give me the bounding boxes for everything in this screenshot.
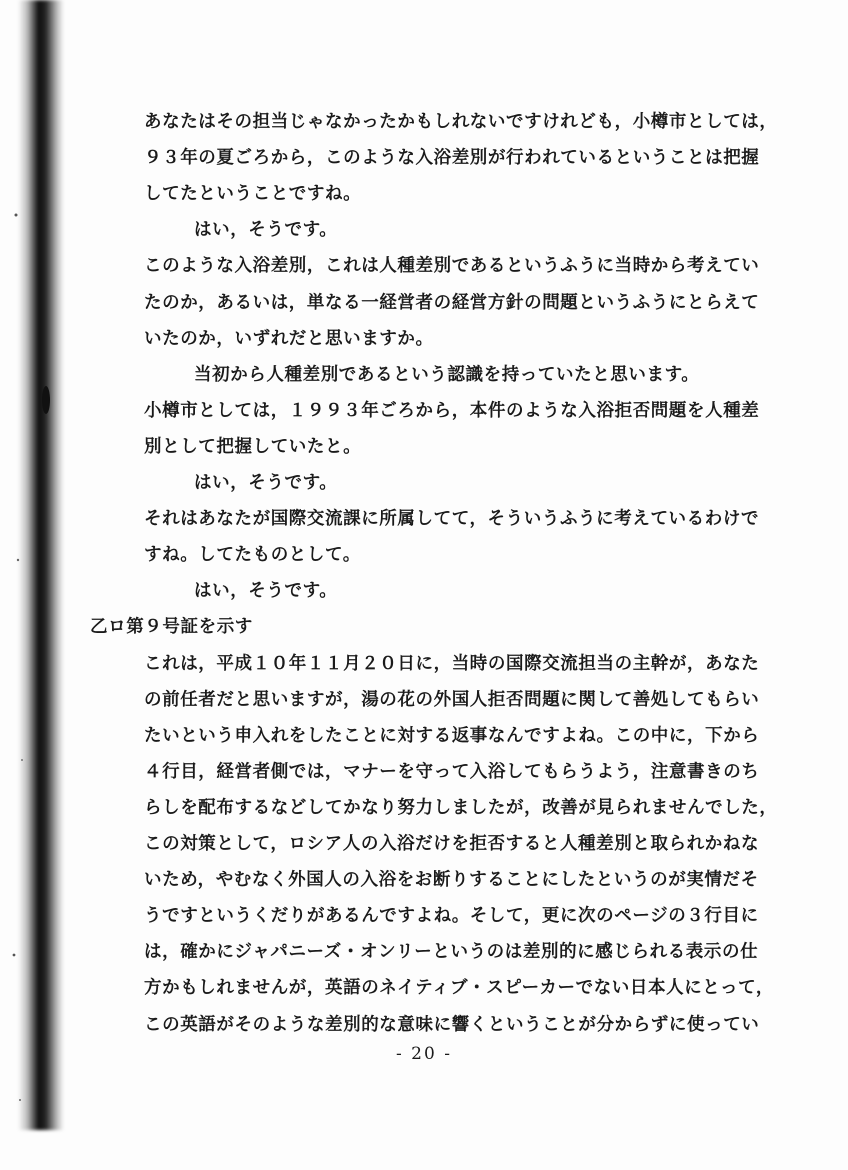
question-line: たのか，あるいは，単なる一経営者の経営方針の問題というふうにとらえて: [144, 292, 760, 313]
question-line: それはあなたが国際交流課に所属してて，そういうふうに考えているわけで: [144, 509, 760, 530]
question-line: あなたはその担当じゃなかったかもしれないですけれども，小樽市としては，: [144, 112, 778, 132]
question-line: これは，平成１０年１１月２０日に，当時の国際交流担当の主幹が，あなた: [144, 653, 760, 674]
question-line: このような入浴差別，これは人種差別であるというふうに当時から考えてい: [144, 256, 760, 277]
question-line: らしを配布するなどしてかなり努力しましたが，改善が見られませんでした，: [144, 797, 778, 818]
question-line: いたのか，いずれだと思いますか。: [144, 328, 434, 349]
answer-line: はい，そうです。: [194, 473, 338, 493]
question-line: たいという申入れをしたことに対する返事なんですよね。この中に，下から: [144, 725, 760, 746]
question-line: すね。してたものとして。: [144, 545, 361, 566]
answer-line: 当初から人種差別であるという認識を持っていたと思います。: [194, 364, 700, 385]
question-line: の前任者だと思いますが，湯の花の外国人拒否問題に関して善処してもらい: [144, 689, 760, 710]
question-line: してたということですね。: [144, 184, 362, 205]
answer-line: はい，そうです。: [194, 220, 338, 241]
question-line: ９３年の夏ごろから，このような入浴差別が行われているということは把握: [144, 148, 760, 169]
question-line: うですというくだりがあるんですよね。そして，更に次のページの３行目に: [144, 906, 759, 927]
question-line: 別として把握していたと。: [144, 436, 362, 457]
question-line: は，確かにジャパニーズ・オンリーというのは差別的に感じられる表示の仕: [144, 942, 759, 963]
question-line: いため，やむなく外国人の入浴をお断りすることにしたというのが実情だそ: [144, 870, 759, 891]
question-line: この英語がそのような差別的な意味に響くということが分からずに使ってい: [144, 1014, 760, 1035]
question-line: ４行目，経営者側では，マナーを守って入浴してもらうよう，注意書きのち: [144, 761, 760, 782]
exhibit-heading: 乙ロ第９号証を示す: [90, 617, 253, 638]
question-line: 小樽市としては，１９９３年ごろから，本件のような入浴拒否問題を人種差: [144, 400, 760, 421]
question-line: この対策として，ロシア人の入浴だけを拒否すると人種差別と取られかねな: [144, 834, 760, 854]
scan-specks: [8, 0, 68, 1170]
answer-line: はい，そうです。: [194, 581, 338, 602]
page-number: - 20 -: [396, 1044, 452, 1064]
question-line: 方かもしれませんが，英語のネイティブ・スピーカーでない日本人にとって，: [144, 978, 774, 999]
